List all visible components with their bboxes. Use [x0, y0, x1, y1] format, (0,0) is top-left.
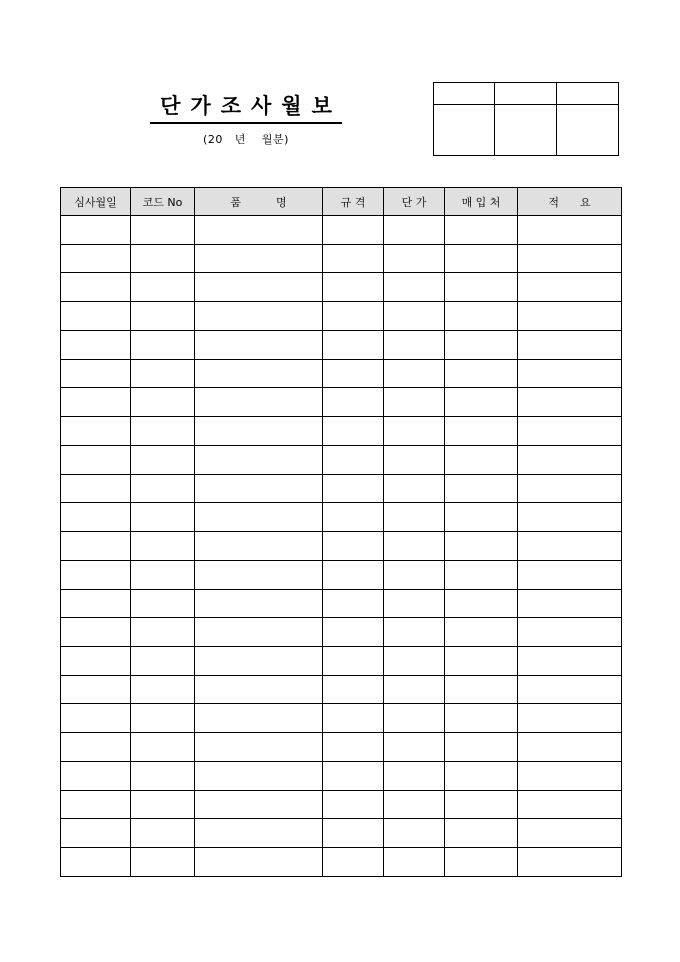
table-cell[interactable] — [195, 733, 323, 762]
table-cell[interactable] — [61, 589, 131, 618]
table-cell[interactable] — [384, 388, 445, 417]
table-cell[interactable] — [384, 560, 445, 589]
table-row — [61, 704, 622, 733]
table-cell[interactable] — [323, 330, 384, 359]
table-cell[interactable] — [323, 273, 384, 302]
table-cell[interactable] — [195, 445, 323, 474]
table-cell[interactable] — [195, 589, 323, 618]
table-cell[interactable] — [384, 445, 445, 474]
table-cell[interactable] — [445, 532, 518, 561]
table-cell[interactable] — [323, 675, 384, 704]
table-cell[interactable] — [518, 675, 622, 704]
header-spec: 규 격 — [323, 188, 384, 216]
table-cell[interactable] — [384, 359, 445, 388]
table-row — [61, 330, 622, 359]
table-cell[interactable] — [61, 618, 131, 647]
table-cell[interactable] — [323, 359, 384, 388]
table-cell[interactable] — [384, 216, 445, 245]
table-cell[interactable] — [131, 302, 195, 331]
table-cell[interactable] — [518, 330, 622, 359]
header-code-no: 코드 No — [131, 188, 195, 216]
table-cell[interactable] — [61, 445, 131, 474]
table-cell[interactable] — [131, 474, 195, 503]
table-row — [61, 675, 622, 704]
table-cell[interactable] — [195, 359, 323, 388]
table-cell[interactable] — [384, 761, 445, 790]
table-cell[interactable] — [323, 704, 384, 733]
table-cell[interactable] — [518, 417, 622, 446]
table-cell[interactable] — [445, 474, 518, 503]
table-cell[interactable] — [323, 647, 384, 676]
table-cell[interactable] — [195, 560, 323, 589]
table-cell[interactable] — [445, 704, 518, 733]
table-cell[interactable] — [518, 445, 622, 474]
table-cell[interactable] — [131, 503, 195, 532]
table-cell[interactable] — [384, 503, 445, 532]
table-row — [61, 417, 622, 446]
table-cell[interactable] — [518, 532, 622, 561]
table-cell[interactable] — [131, 244, 195, 273]
table-cell[interactable] — [131, 417, 195, 446]
table-cell[interactable] — [384, 302, 445, 331]
table-cell[interactable] — [518, 618, 622, 647]
table-cell[interactable] — [131, 704, 195, 733]
table-cell[interactable] — [195, 216, 323, 245]
approval-header-cell — [434, 83, 495, 105]
table-cell[interactable] — [131, 819, 195, 848]
table-cell[interactable] — [445, 647, 518, 676]
table-cell[interactable] — [61, 532, 131, 561]
table-cell[interactable] — [384, 589, 445, 618]
table-row — [61, 216, 622, 245]
table-cell[interactable] — [195, 819, 323, 848]
table-row — [61, 302, 622, 331]
title-block — [150, 94, 342, 118]
table-row — [61, 532, 622, 561]
table-cell[interactable] — [384, 675, 445, 704]
table-cell[interactable] — [384, 790, 445, 819]
table-body — [61, 216, 622, 877]
table-cell[interactable] — [518, 589, 622, 618]
table-cell[interactable] — [131, 388, 195, 417]
table-header-row — [61, 188, 622, 216]
table-cell[interactable] — [445, 733, 518, 762]
table-cell[interactable] — [61, 273, 131, 302]
table-cell[interactable] — [384, 417, 445, 446]
table-cell[interactable] — [384, 733, 445, 762]
table-row — [61, 819, 622, 848]
table-cell[interactable] — [61, 819, 131, 848]
table-cell[interactable] — [445, 560, 518, 589]
header-review-date: 심사월일 — [61, 188, 131, 216]
table-cell[interactable] — [61, 560, 131, 589]
table-cell[interactable] — [195, 503, 323, 532]
approval-sign-cell[interactable] — [434, 105, 495, 155]
table-cell[interactable] — [323, 532, 384, 561]
table-row — [61, 445, 622, 474]
approval-sign-cell[interactable] — [557, 105, 618, 155]
table-cell[interactable] — [61, 704, 131, 733]
table-cell[interactable] — [195, 474, 323, 503]
table-cell[interactable] — [131, 790, 195, 819]
table-cell[interactable] — [323, 503, 384, 532]
table-cell[interactable] — [131, 273, 195, 302]
title-underline — [150, 122, 342, 124]
table-cell[interactable] — [384, 618, 445, 647]
table-cell[interactable] — [445, 503, 518, 532]
table-cell[interactable] — [195, 417, 323, 446]
table-cell[interactable] — [323, 560, 384, 589]
table-cell[interactable] — [445, 675, 518, 704]
table-cell[interactable] — [323, 819, 384, 848]
price-survey-table — [60, 187, 622, 877]
table-cell[interactable] — [195, 704, 323, 733]
table-cell[interactable] — [445, 848, 518, 877]
table-cell[interactable] — [195, 761, 323, 790]
table-cell[interactable] — [445, 388, 518, 417]
table-cell[interactable] — [323, 618, 384, 647]
table-cell[interactable] — [445, 761, 518, 790]
table-cell[interactable] — [384, 704, 445, 733]
table-cell[interactable] — [445, 244, 518, 273]
table-cell[interactable] — [384, 273, 445, 302]
table-cell[interactable] — [323, 761, 384, 790]
table-cell[interactable] — [445, 790, 518, 819]
table-cell[interactable] — [384, 330, 445, 359]
table-cell[interactable] — [195, 848, 323, 877]
table-cell[interactable] — [518, 560, 622, 589]
document-title: 단가조사월보 — [160, 93, 342, 118]
table-cell[interactable] — [61, 761, 131, 790]
table-cell[interactable] — [61, 733, 131, 762]
table-row — [61, 647, 622, 676]
table-row — [61, 848, 622, 877]
table-cell[interactable] — [518, 474, 622, 503]
approval-sign-cell[interactable] — [495, 105, 556, 155]
table-cell[interactable] — [61, 848, 131, 877]
table-cell[interactable] — [323, 244, 384, 273]
approval-box — [433, 82, 619, 156]
table-cell[interactable] — [61, 647, 131, 676]
table-cell[interactable] — [323, 790, 384, 819]
table-cell[interactable] — [518, 704, 622, 733]
table-cell[interactable] — [195, 532, 323, 561]
table-cell[interactable] — [518, 819, 622, 848]
table-cell[interactable] — [61, 790, 131, 819]
table-cell[interactable] — [384, 848, 445, 877]
table-cell[interactable] — [195, 675, 323, 704]
table-cell[interactable] — [445, 819, 518, 848]
table-cell[interactable] — [518, 790, 622, 819]
table-cell[interactable] — [131, 589, 195, 618]
table-cell[interactable] — [445, 273, 518, 302]
table-cell[interactable] — [445, 330, 518, 359]
table-row — [61, 761, 622, 790]
approval-header-cell — [557, 83, 618, 105]
table-cell[interactable] — [323, 216, 384, 245]
table-cell[interactable] — [518, 273, 622, 302]
table-row — [61, 388, 622, 417]
table-cell[interactable] — [131, 445, 195, 474]
table-cell[interactable] — [131, 618, 195, 647]
table-row — [61, 618, 622, 647]
table-row — [61, 359, 622, 388]
table-cell[interactable] — [323, 733, 384, 762]
table-cell[interactable] — [195, 790, 323, 819]
table-row — [61, 733, 622, 762]
table-cell[interactable] — [384, 474, 445, 503]
table-cell[interactable] — [131, 330, 195, 359]
table-cell[interactable] — [195, 388, 323, 417]
table-cell[interactable] — [131, 216, 195, 245]
table-row — [61, 560, 622, 589]
table-cell[interactable] — [323, 474, 384, 503]
table-cell[interactable] — [61, 474, 131, 503]
table-cell[interactable] — [518, 244, 622, 273]
table-cell[interactable] — [195, 302, 323, 331]
table-cell[interactable] — [61, 417, 131, 446]
header-unit-price: 단 가 — [384, 188, 445, 216]
table-cell[interactable] — [195, 647, 323, 676]
table-cell[interactable] — [195, 330, 323, 359]
table-cell[interactable] — [518, 302, 622, 331]
table-cell[interactable] — [61, 359, 131, 388]
table-cell[interactable] — [195, 273, 323, 302]
table-cell[interactable] — [518, 503, 622, 532]
table-cell[interactable] — [518, 647, 622, 676]
table-cell[interactable] — [384, 819, 445, 848]
table-cell[interactable] — [518, 388, 622, 417]
table-cell[interactable] — [61, 675, 131, 704]
table-row — [61, 474, 622, 503]
table-row — [61, 503, 622, 532]
header-item-name: 품 명 — [195, 188, 323, 216]
table-cell[interactable] — [323, 848, 384, 877]
table-row — [61, 589, 622, 618]
table-cell[interactable] — [323, 388, 384, 417]
table-cell[interactable] — [61, 302, 131, 331]
table-cell[interactable] — [323, 417, 384, 446]
table-cell[interactable] — [323, 302, 384, 331]
header-remarks: 적 요 — [518, 188, 622, 216]
table-cell[interactable] — [131, 532, 195, 561]
table-cell[interactable] — [384, 244, 445, 273]
table-cell[interactable] — [131, 675, 195, 704]
table-cell[interactable] — [445, 417, 518, 446]
table-cell[interactable] — [131, 761, 195, 790]
table-cell[interactable] — [518, 761, 622, 790]
table-cell[interactable] — [445, 216, 518, 245]
table-cell[interactable] — [445, 589, 518, 618]
table-cell[interactable] — [195, 244, 323, 273]
table-row — [61, 273, 622, 302]
approval-header-cell — [495, 83, 556, 105]
table-cell[interactable] — [445, 445, 518, 474]
table-cell[interactable] — [131, 848, 195, 877]
table-cell[interactable] — [131, 560, 195, 589]
table-cell[interactable] — [131, 359, 195, 388]
table-cell[interactable] — [384, 647, 445, 676]
table-cell[interactable] — [61, 330, 131, 359]
table-cell[interactable] — [518, 216, 622, 245]
table-row — [61, 244, 622, 273]
table-cell[interactable] — [518, 848, 622, 877]
table-cell[interactable] — [61, 216, 131, 245]
table-cell[interactable] — [131, 733, 195, 762]
table-cell[interactable] — [445, 618, 518, 647]
table-cell[interactable] — [384, 532, 445, 561]
table-cell[interactable] — [445, 359, 518, 388]
table-cell[interactable] — [61, 244, 131, 273]
header-supplier: 매 입 처 — [445, 188, 518, 216]
table-cell[interactable] — [323, 589, 384, 618]
table-cell[interactable] — [131, 647, 195, 676]
table-cell[interactable] — [323, 445, 384, 474]
table-cell[interactable] — [445, 302, 518, 331]
table-cell[interactable] — [518, 359, 622, 388]
document-subtitle: (20 년 월분) — [203, 133, 289, 146]
table-cell[interactable] — [61, 388, 131, 417]
table-cell[interactable] — [195, 618, 323, 647]
table-cell[interactable] — [518, 733, 622, 762]
table-row — [61, 790, 622, 819]
table-cell[interactable] — [61, 503, 131, 532]
